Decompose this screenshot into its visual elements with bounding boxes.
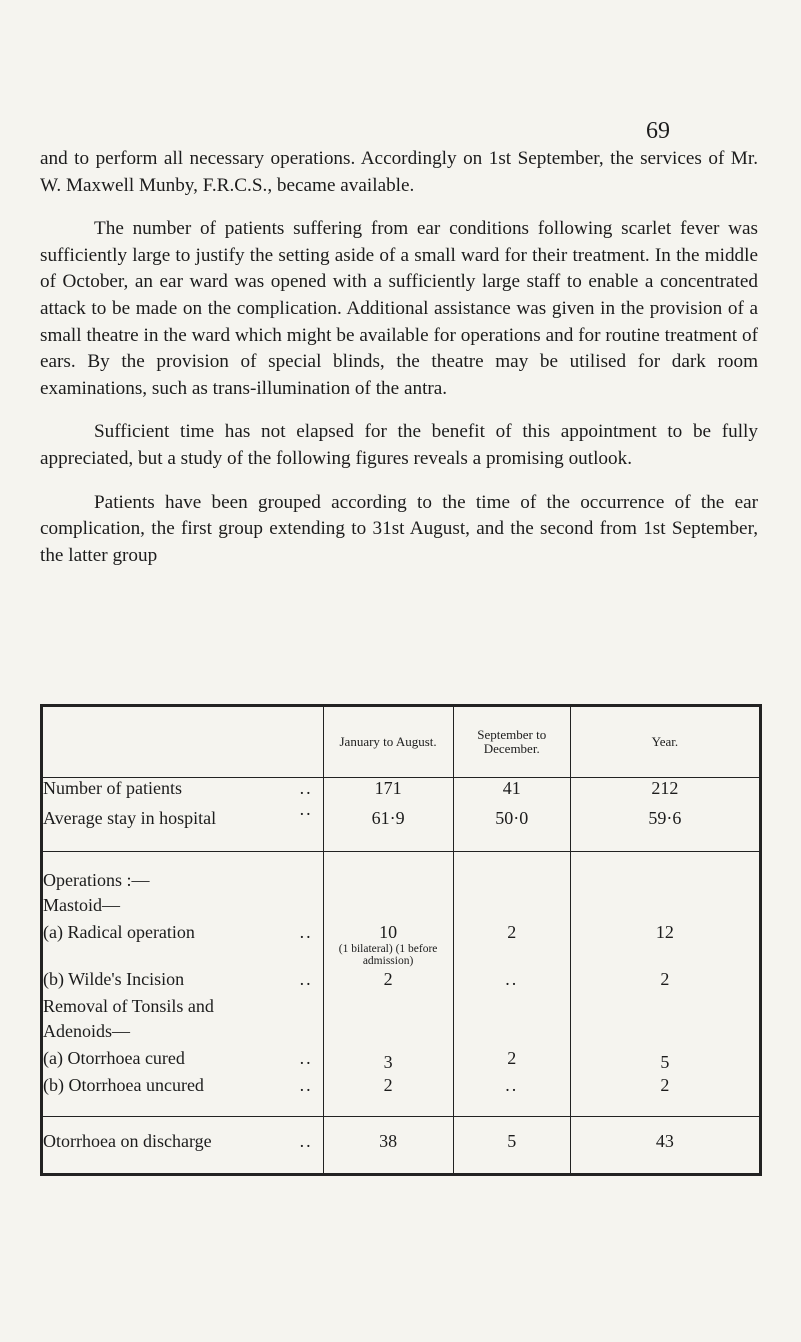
- row-label-cured: (a) Otorrhoea cured: [43, 1047, 185, 1068]
- paragraph-4: Patients have been grouped according to the time of the occurrence of the ear complication, the first group extending to 31st August, and the second from 1st September, the latter group: [40, 491, 758, 566]
- cell-radical-sep-dec: 2: [453, 916, 570, 967]
- table-row: [42, 851, 761, 891]
- cell-patients-jan-aug: 171: [323, 778, 453, 800]
- paragraph-2: The number of patients suffering from ear conditions following scarlet fever was sufficiently large to justify the setting aside of a small ward for their treatment. In the middle of October, an ear ward was opened with a sufficiently large staff to enable a concentrated attack to be made on the complication. Additional assistance was given in the provision of a small theatre in the ward which might be available for operations and for routine treatment of ears. By the provision of special blinds, the theatre may be utilised for dark room examinations, such as trans-illumination of the antra.: [40, 218, 758, 399]
- table-row: [42, 1117, 761, 1175]
- row-label-discharge: Otorrhoea on discharge: [43, 1131, 212, 1151]
- cell-radical-jan-aug: 10: [379, 921, 398, 942]
- cell-discharge-sep-dec: 5: [453, 1117, 570, 1175]
- header-sep-dec: September to December.: [453, 706, 570, 778]
- table-row: [42, 990, 761, 1017]
- body-text: [40, 146, 758, 586]
- table-row: [42, 916, 761, 967]
- leader-dots: ..: [299, 799, 313, 819]
- row-label-mastoid: Mastoid—: [42, 891, 324, 916]
- cell-patients-year: 212: [570, 778, 760, 800]
- row-label-stay: Average stay in hospital: [43, 808, 217, 828]
- cell-stay-jan-aug: 61·9: [323, 799, 453, 851]
- header-jan-aug: January to August.: [323, 706, 453, 778]
- cell-radical-year: 12: [570, 916, 760, 967]
- cell-uncured-sep-dec: ..: [453, 1073, 570, 1117]
- leader-dots: ..: [299, 1131, 313, 1151]
- paragraph-1: and to perform all necessary operations. Accordingly on 1st September, the services of Mr. W. Maxwell Munby, F.R.C.S., became available.: [40, 148, 758, 196]
- cell-radical-note: (1 bilateral) (1 before admission): [338, 942, 438, 967]
- cell-cured-sep-dec: 2: [453, 1042, 570, 1073]
- row-label-operations: Operations :—: [42, 851, 324, 891]
- cell-uncured-year: 2: [570, 1073, 760, 1117]
- header-year: Year.: [570, 706, 760, 778]
- page-number: 69: [646, 118, 670, 144]
- table-row: [42, 1073, 761, 1117]
- leader-dots: ..: [299, 921, 313, 942]
- header-blank: [42, 706, 324, 778]
- row-label-adenoids: Adenoids—: [42, 1017, 324, 1042]
- cell-discharge-year: 43: [570, 1117, 760, 1175]
- row-label-radical: (a) Radical operation: [43, 921, 195, 942]
- cell-cured-jan-aug: 3: [323, 1042, 453, 1073]
- leader-dots: ..: [299, 778, 313, 798]
- table-row: [42, 1042, 761, 1073]
- leader-dots: ..: [299, 968, 313, 989]
- ear-complication-table: [40, 704, 762, 1176]
- row-label-patients: Number of patients: [43, 778, 182, 798]
- cell-wilde-jan-aug: 2: [323, 967, 453, 990]
- paragraph-3: Sufficient time has not elapsed for the benefit of this appointment to be fully appreciated, but a study of the following figures reveals a promising outlook.: [40, 421, 758, 469]
- row-label-uncured: (b) Otorrhoea uncured: [43, 1074, 204, 1095]
- cell-discharge-jan-aug: 38: [323, 1117, 453, 1175]
- cell-patients-sep-dec: 41: [453, 778, 570, 800]
- table-header-row: [42, 706, 761, 778]
- table-row: [42, 967, 761, 990]
- cell-stay-sep-dec: 50·0: [453, 799, 570, 851]
- cell-wilde-sep-dec: ..: [453, 967, 570, 990]
- table-row: [42, 891, 761, 916]
- table-row: [42, 799, 761, 851]
- cell-stay-year: 59·6: [570, 799, 760, 851]
- row-label-wilde: (b) Wilde's Incision: [43, 968, 185, 989]
- table-row: [42, 778, 761, 800]
- cell-cured-year: 5: [570, 1042, 760, 1073]
- leader-dots: ..: [299, 1074, 313, 1095]
- cell-uncured-jan-aug: 2: [323, 1073, 453, 1117]
- table-row: [42, 1017, 761, 1042]
- leader-dots: ..: [299, 1047, 313, 1068]
- cell-wilde-year: 2: [570, 967, 760, 990]
- row-label-tonsils: Removal of Tonsils and: [42, 990, 324, 1017]
